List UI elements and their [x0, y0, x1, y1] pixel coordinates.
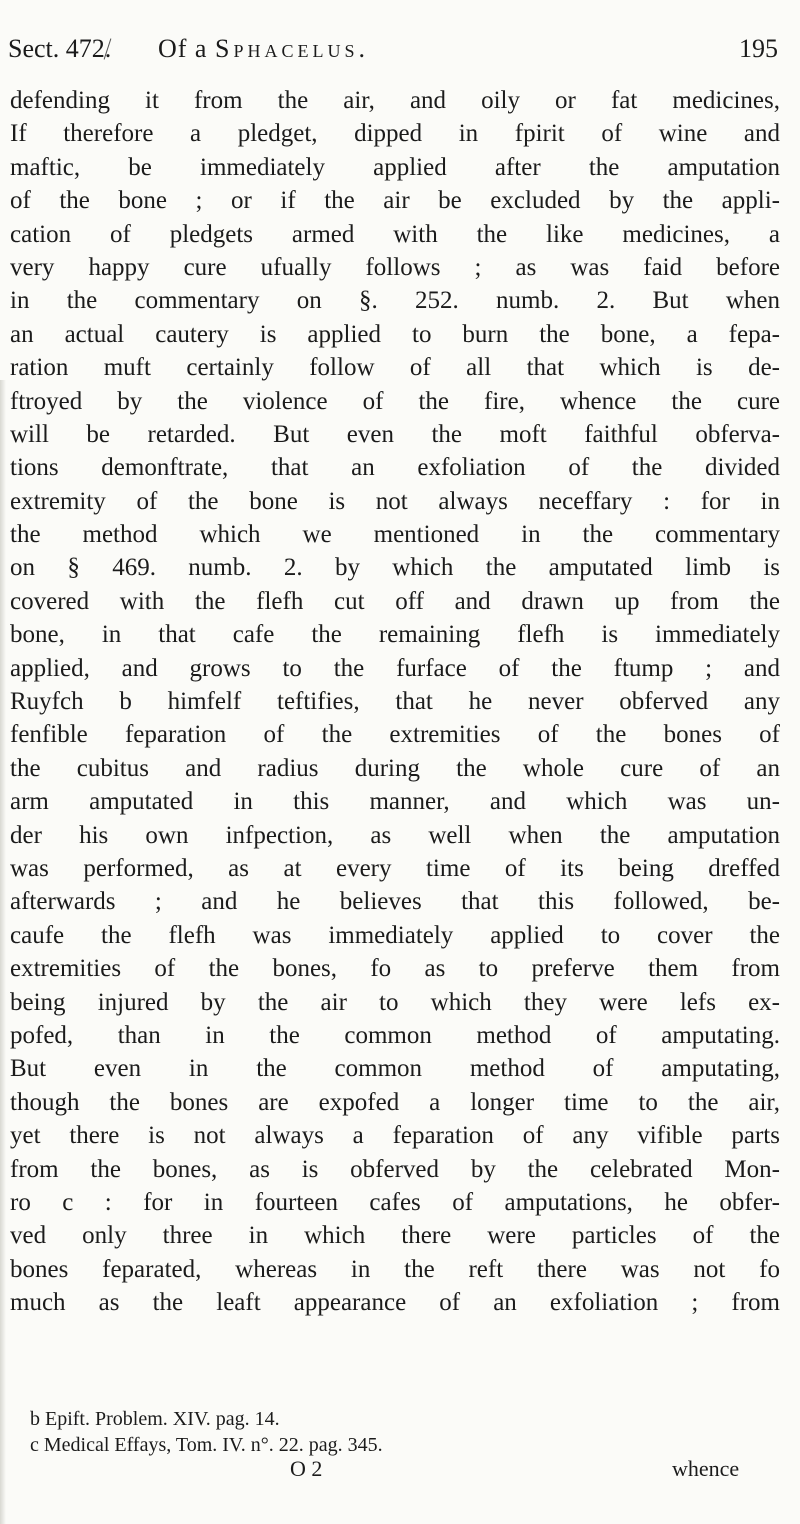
text-line: ration muft certainly follow of all that which is de- [10, 354, 780, 382]
text-line: arm amputated in this manner, and which was un- [10, 788, 780, 816]
text-line: covered with the flefh cut off and drawn up from the [10, 587, 780, 615]
text-line: yet there is not always a feparation of any vifible parts [10, 1122, 780, 1150]
running-title [158, 34, 369, 64]
text-line: the cubitus and radius during the whole cure of an [10, 754, 780, 782]
text-line: on § 469. numb. 2. by which the amputated limb is [10, 554, 780, 582]
text-line: afterwards ; and he believes that this followed, be- [10, 888, 780, 916]
text-line: extremities of the bones, fo as to preferve them from [10, 955, 780, 983]
text-line: maftic, be immediately applied after the amputation [10, 153, 780, 181]
text-line: caufe the flefh was immediately applied to cover the [10, 921, 780, 949]
section-number: Sect. 472. [8, 34, 112, 63]
text-line: extremity of the bone is not always neceffary : for in [10, 487, 780, 515]
footnote-c: c Medical Effays, Tom. IV. n°. 22. pag. 345. [30, 1434, 383, 1456]
text-line: defending it from the air, and oily or fat medicines, [10, 87, 780, 114]
text-line: tions demonftrate, that an exfoliation of the divided [10, 454, 780, 482]
text-line: of the bone ; or if the air be excluded by the appli- [10, 187, 780, 215]
text-line: pofed, than in the common method of amputating. [10, 1021, 780, 1049]
text-line: bones feparated, whereas in the reft there was not fo [10, 1255, 780, 1283]
text-line: applied, and grows to the furface of the ftump ; and [10, 654, 780, 682]
text-line: fenfible feparation of the extremities of the bones of [10, 721, 780, 749]
text-line: ftroyed by the violence of the fire, whence the cure [10, 387, 780, 415]
text-line: the method which we mentioned in the commentary [10, 521, 780, 549]
text-line: will be retarded. But even the moft faithful obferva- [10, 420, 780, 448]
main-text [10, 84, 780, 1319]
running-title-subject: Sphacelus. [214, 34, 369, 63]
text-line: ved only three in which there were particles of the [10, 1222, 780, 1250]
text-line: But even in the common method of amputating, [10, 1055, 780, 1083]
running-header [8, 34, 778, 74]
text-line: Ruyfch b himfelf teftifies, that he never obferved any [10, 688, 780, 716]
text-line: cation of pledgets armed with the like medicines, a [10, 220, 780, 248]
text-line: from the bones, as is obferved by the celebrated Mon- [10, 1155, 780, 1183]
footnotes [30, 1406, 630, 1458]
page-edge-shadow [0, 380, 6, 1524]
text-line: bone, in that cafe the remaining flefh is immediately [10, 621, 780, 649]
text-line: an actual cautery is applied to burn the bone, a fepa- [10, 320, 780, 348]
text-line: ro c : for in fourteen cafes of amputations, he obfer- [10, 1188, 780, 1216]
text-line: If therefore a pledget, dipped in fpirit of wine and [10, 120, 780, 148]
text-line: der his own infpection, as well when the amputation [10, 821, 780, 849]
text-line: very happy cure ufually follows ; as was faid before [10, 253, 780, 281]
footnote-b: b Epift. Problem. XIV. pag. 14. [30, 1408, 280, 1430]
text-line: being injured by the air to which they were lefs ex- [10, 988, 780, 1016]
page-number: 195 [739, 34, 778, 63]
catchword: whence [672, 1456, 740, 1481]
text-line: in the commentary on §. 252. numb. 2. But when [10, 287, 780, 315]
text-line: though the bones are expofed a longer time to the air, [10, 1088, 780, 1116]
signature-mark: O 2 [290, 1456, 323, 1481]
text-line: was performed, as at every time of its being dreffed [10, 854, 780, 882]
text-line: much as the leaft appearance of an exfoliation ; from [10, 1289, 780, 1317]
running-title-prefix: Of a [158, 34, 208, 63]
